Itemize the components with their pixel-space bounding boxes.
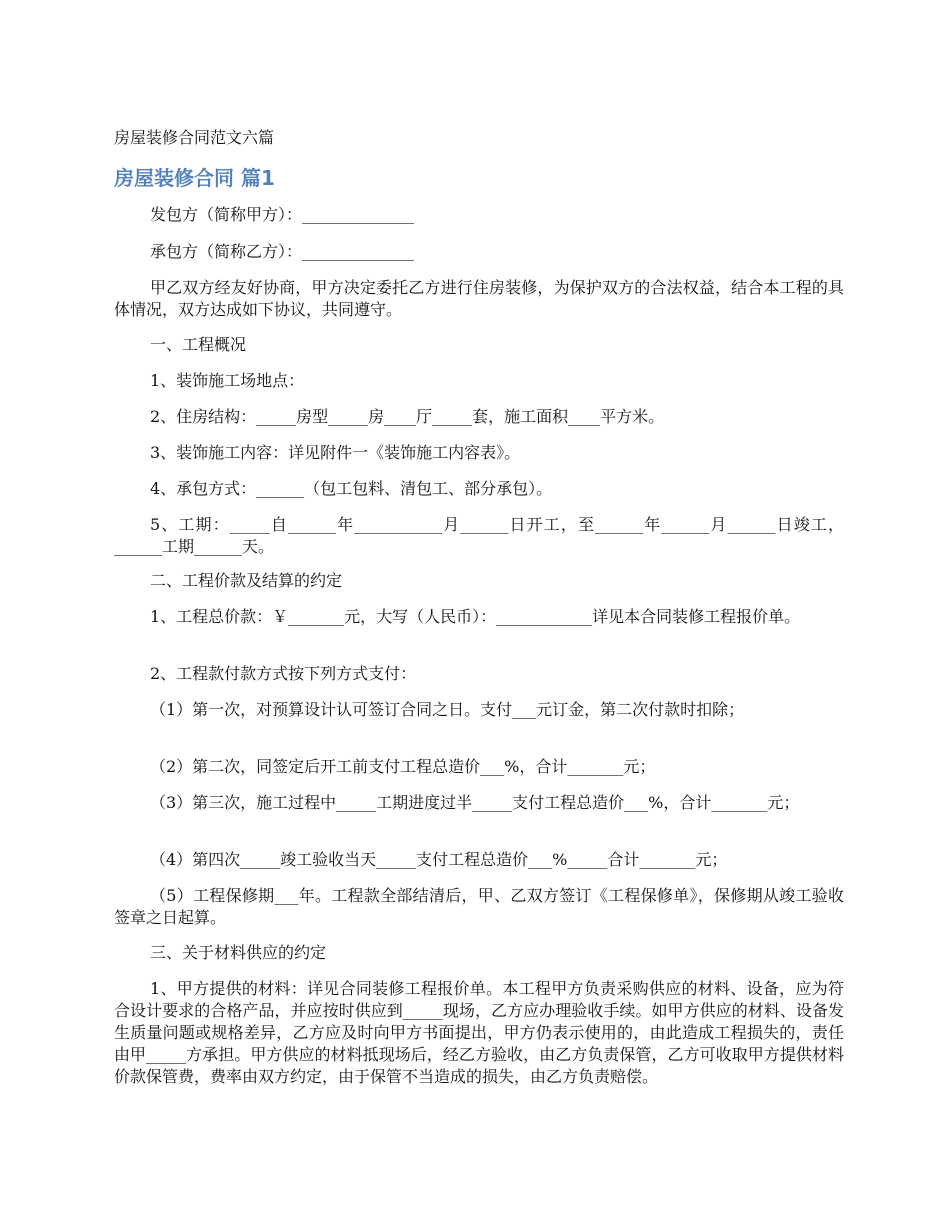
clause-1-1: 1、装饰施工场地点： (150, 371, 305, 390)
payment-item-5: （5）工程保修期___年。工程款全部结清后，甲、乙双方签订《工程保修单》，保修期从竣工验收签章之日起算。 (114, 886, 844, 927)
party-a-line: 发包方（简称甲方）：______________ (150, 205, 415, 224)
party-b-line: 承包方（简称乙方）：______________ (150, 242, 415, 261)
intro-paragraph: 甲乙双方经友好协商，甲方决定委托乙方进行住房装修，为保护双方的合法权益，结合本工程的具体情况，双方达成如下协议，共同遵守。 (114, 278, 844, 319)
payment-item-1: （1）第一次，对预算设计认可签订合同之日。支付___元订金，第二次付款时扣除； (150, 700, 745, 719)
clause-2-2: 2、工程款付款方式按下列方式支付： (150, 664, 417, 683)
section-heading: 房屋装修合同 篇1 (114, 166, 275, 190)
clause-1-3: 3、装饰施工内容：详见附件一《装饰施工内容表》。 (150, 443, 521, 462)
clause-heading-3: 三、关于材料供应的约定 (150, 943, 327, 962)
payment-item-4: （4）第四次_____竣工验收当天_____支付工程总造价___%_____合计_______元； (150, 850, 728, 869)
document-title: 房屋装修合同范文六篇 (114, 128, 275, 147)
payment-item-2: （2）第二次，同签定后开工前支付工程总造价___%，合计_______元； (150, 757, 656, 776)
clause-heading-2: 二、工程价款及结算的约定 (150, 571, 343, 590)
clause-1-2: 2、住房结构：_____房型_____房____厅_____套，施工面积____平方米。 (150, 407, 665, 426)
clause-1-5: 5、工期：_____自______年___________月______日开工，至______年______月______日竣工，______工期______天。 (114, 515, 844, 556)
clause-heading-1: 一、工程概况 (150, 335, 247, 354)
clause-3-1: 1、甲方提供的材料：详见合同装修工程报价单。本工程甲方负责采购供应的材料、设备，应为符合设计要求的合格产品，并应按时供应到_____现场，乙方应办理验收手续。如甲方供应的材料、设备发生质量问题或规格差异，乙方应及时向甲方书面提出，甲方仍表示使用的，由此造成工程损失的，责任由甲_____方承担。甲方供应的材料抵现场后，经乙方验收，由乙方负责保管，乙方可收取甲方提供材料价款保管费，费率由双方约定，由于保管不当造成的损失，由乙方负责赔偿。 (114, 979, 844, 1086)
clause-2-1: 1、工程总价款：￥_______元，大写（人民币）：____________详见本合同装修工程报价单。 (150, 607, 801, 626)
payment-item-3: （3）第三次，施工过程中_____工期进度过半_____支付工程总造价___%，合计_______元； (150, 793, 800, 812)
clause-1-4: 4、承包方式：______（包工包料、清包工、部分承包）。 (150, 479, 553, 498)
